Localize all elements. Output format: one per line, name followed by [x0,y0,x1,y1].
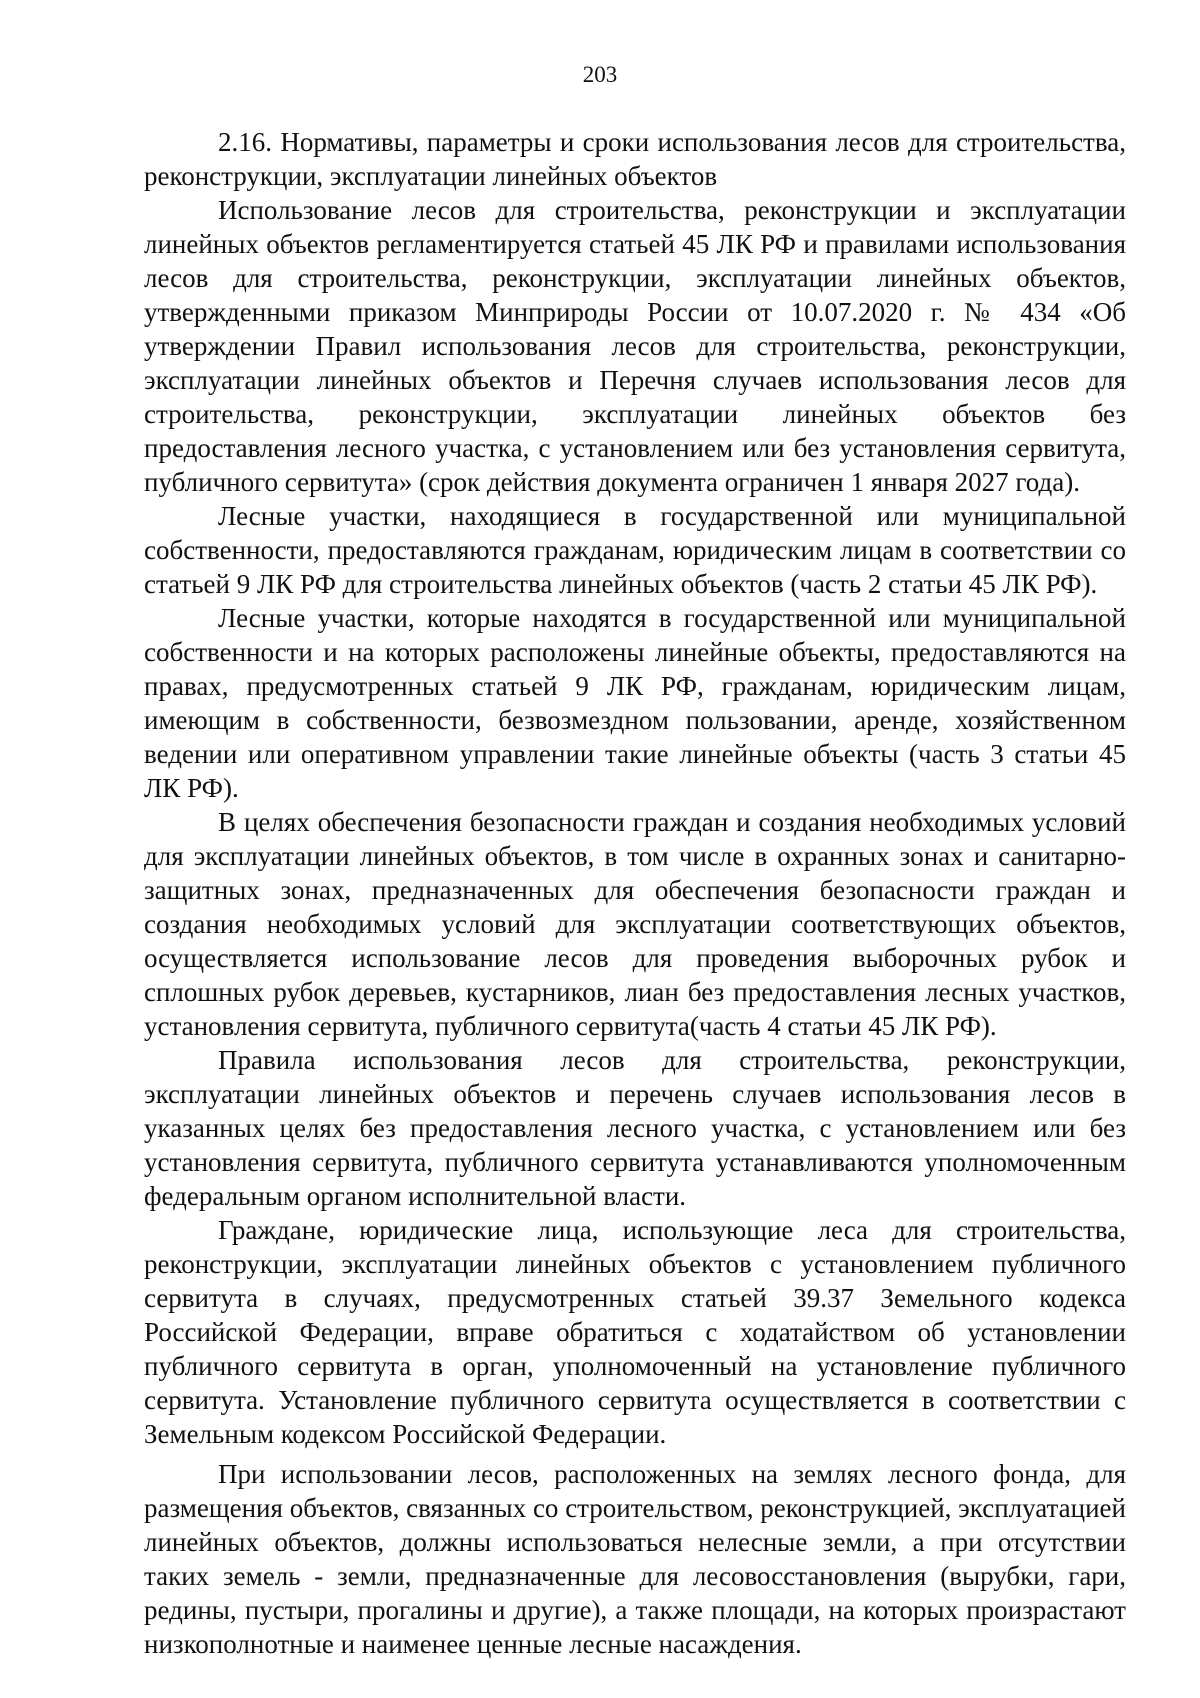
paragraph-rules-authority: Правила использования лесов для строительства, реконструкции, эксплуатации линейных объектов и перечень случаев использования лесов в указанных целях без предоставления лесного участка, с установлением или без установления сервитута, публичного сервитута устанавливаются уполномоченным федеральным органом исполнительной власти. [144,1045,1126,1211]
page-number: 203 [582,62,618,87]
paragraph-public-servitude: Граждане, юридические лица, использующие леса для строительства, реконструкции, эксплуатации линейных объектов с установлением публичного сервитута в случаях, предусмотренных статьей 39.37 Земельного кодекса Российской Федерации, вправе обратиться с ходатайством об установлении публичного сервитута в орган, уполномоченный на установление публичного сервитута. Установление публичного сервитута осуществляется в соответствии с Земельным кодексом Российской Федерации. [144,1215,1126,1449]
section-heading: 2.16. Нормативы, параметры и сроки использования лесов для строительства, реконструкции, эксплуатации линейных объектов [144,127,1126,191]
paragraph-legal-basis: Использование лесов для строительства, реконструкции и эксплуатации линейных объектов регламентируется статьей 45 ЛК РФ и правилами использования лесов для строительства, реконструкции, эксплуатации линейных объектов, утвержденными приказом Минприроды России от 10.07.2020 г. № 434 «Об утверждении Правил использования лесов для строительства, реконструкции, эксплуатации линейных объектов и Перечня случаев использования лесов для строительства, реконструкции, эксплуатации линейных объектов без предоставления лесного участка, с установлением или без установления сервитута, публичного сервитута» (срок действия документа ограничен 1 января 2027 года). [144,195,1126,497]
paragraph-land-use-priority: При использовании лесов, расположенных на землях лесного фонда, для размещения объектов, связанных со строительством, реконструкцией, эксплуатацией линейных объектов, должны использоваться нелесные земли, а при отсутствии таких земель - земли, предназначенные для лесовосстановления (вырубки, гари, редины, пустыри, прогалины и другие), а также площади, на которых произрастают низкополнотные и наименее ценные лесные насаждения. [144,1459,1126,1659]
paragraph-land-provision: Лесные участки, находящиеся в государственной или муниципальной собственности, предоставляются гражданам, юридическим лицам в соответствии со статьей 9 ЛК РФ для строительства линейных объектов (часть 2 статьи 45 ЛК РФ). [144,501,1126,599]
document-body [144,125,1126,1661]
paragraph-land-rights: Лесные участки, которые находятся в государственной или муниципальной собственности и на которых расположены линейные объекты, предоставляются на правах, предусмотренных статьей 9 ЛК РФ, гражданам, юридическим лицам, имеющим в собственности, безвозмездном пользовании, аренде, хозяйственном ведении или оперативном управлении такие линейные объекты (часть 3 статьи 45 ЛК РФ). [144,603,1126,803]
paragraph-safety-felling: В целях обеспечения безопасности граждан и создания необходимых условий для эксплуатации линейных объектов, в том числе в охранных зонах и санитарно-защитных зонах, предназначенных для обеспечения безопасности граждан и создания необходимых условий для эксплуатации соответствующих объектов, осуществляется использование лесов для проведения выборочных рубок и сплошных рубок деревьев, кустарников, лиан без предоставления лесных участков, установления сервитута, публичного сервитута(часть 4 статьи 45 ЛК РФ). [144,807,1126,1041]
